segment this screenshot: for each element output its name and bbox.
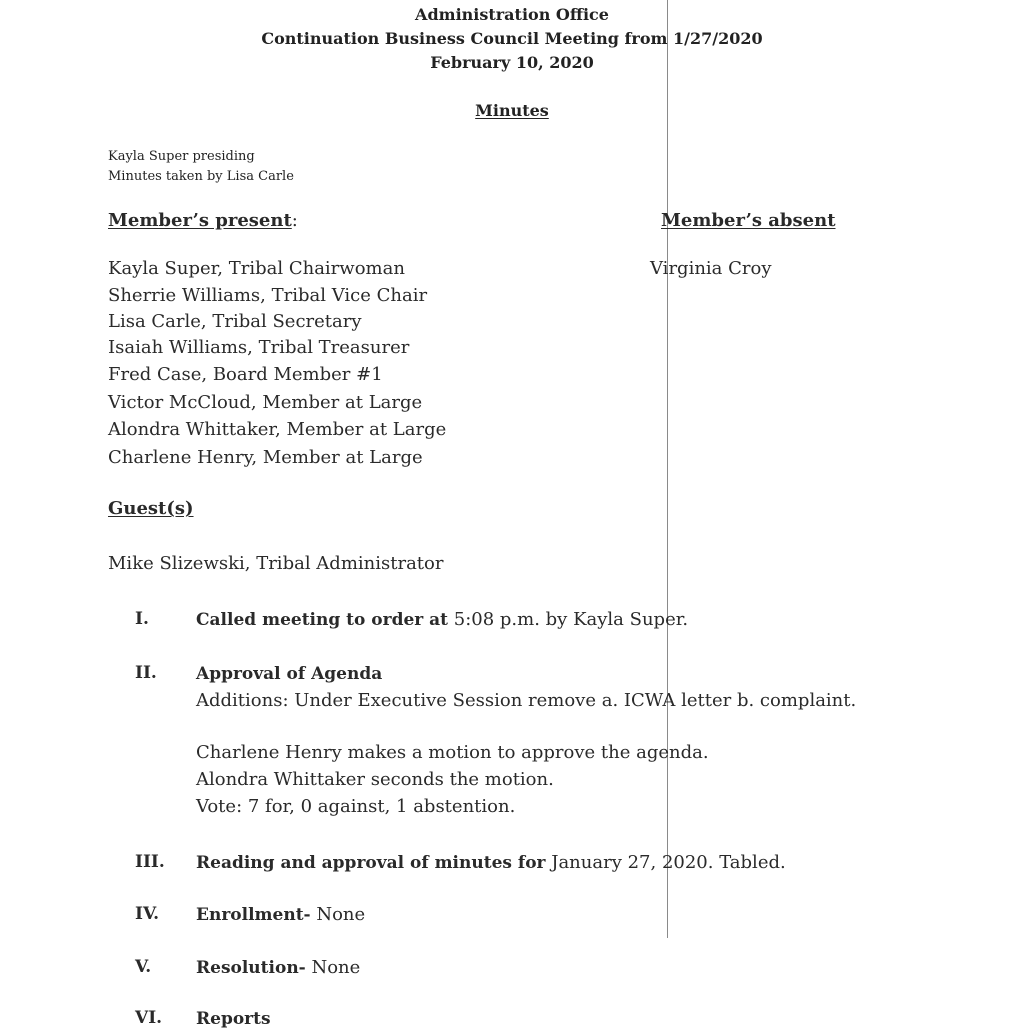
absent-heading-text: Member’s absent [661,210,836,231]
item-title: Resolution- [196,958,306,978]
item-rest: January 27, 2020. Tabled. [545,852,786,873]
meeting-title: Continuation Business Council Meeting from 1/27/2020 [261,29,763,48]
present-member: Kayla Super, Tribal Chairwoman [108,258,405,279]
minutes-heading [0,101,1024,120]
item-line [196,957,360,978]
item-rest: None [310,904,366,925]
absent-member: Virginia Croy [650,258,772,279]
item-title: Called meeting to order at [196,610,449,630]
minutes-taker-line: Minutes taken by Lisa Carle [108,169,294,184]
minutes-heading-text: Minutes [475,101,549,120]
guests-heading [108,498,194,519]
present-heading [108,210,298,231]
item-line [196,1008,271,1029]
guests-heading-text: Guest(s) [108,498,194,519]
item-number: II. [135,663,157,683]
item-rest: None [305,957,361,978]
item-line [196,609,688,630]
meeting-date: February 10, 2020 [430,53,594,72]
agenda-second: Alondra Whittaker seconds the motion. [196,769,554,790]
agenda-additions: Additions: Under Executive Session remove a. ICWA letter b. complaint. [196,690,857,711]
guest-entry: Mike Slizewski, Tribal Administrator [108,553,444,574]
item-line [196,663,382,684]
present-member: Victor McCloud, Member at Large [108,392,423,413]
present-heading-colon: : [291,210,298,231]
present-member: Fred Case, Board Member #1 [108,364,383,385]
item-number: IV. [135,904,160,924]
item-number: V. [135,957,152,977]
item-number: VI. [135,1008,163,1028]
present-member: Sherrie Williams, Tribal Vice Chair [108,285,428,306]
item-rest: 5:08 p.m. by Kayla Super. [448,609,689,630]
item-title: Reading and approval of minutes for [196,853,546,873]
present-member: Charlene Henry, Member at Large [108,447,423,468]
present-heading-text: Member’s present [108,210,292,231]
item-number: I. [135,609,149,629]
item-number: III. [135,852,165,872]
present-member: Isaiah Williams, Tribal Treasurer [108,337,410,358]
present-member: Alondra Whittaker, Member at Large [108,419,447,440]
item-title: Enrollment- [196,905,311,925]
item-line [196,852,786,873]
item-title: Reports [196,1009,271,1029]
agenda-motion: Charlene Henry makes a motion to approve the agenda. [196,742,709,763]
scan-fold-line [667,0,668,938]
present-member: Lisa Carle, Tribal Secretary [108,311,362,332]
absent-heading [661,210,836,231]
presiding-line: Kayla Super presiding [108,149,255,164]
office-title: Administration Office [415,5,609,24]
item-title: Approval of Agenda [196,664,383,684]
agenda-vote: Vote: 7 for, 0 against, 1 abstention. [196,796,516,817]
item-line [196,904,365,925]
